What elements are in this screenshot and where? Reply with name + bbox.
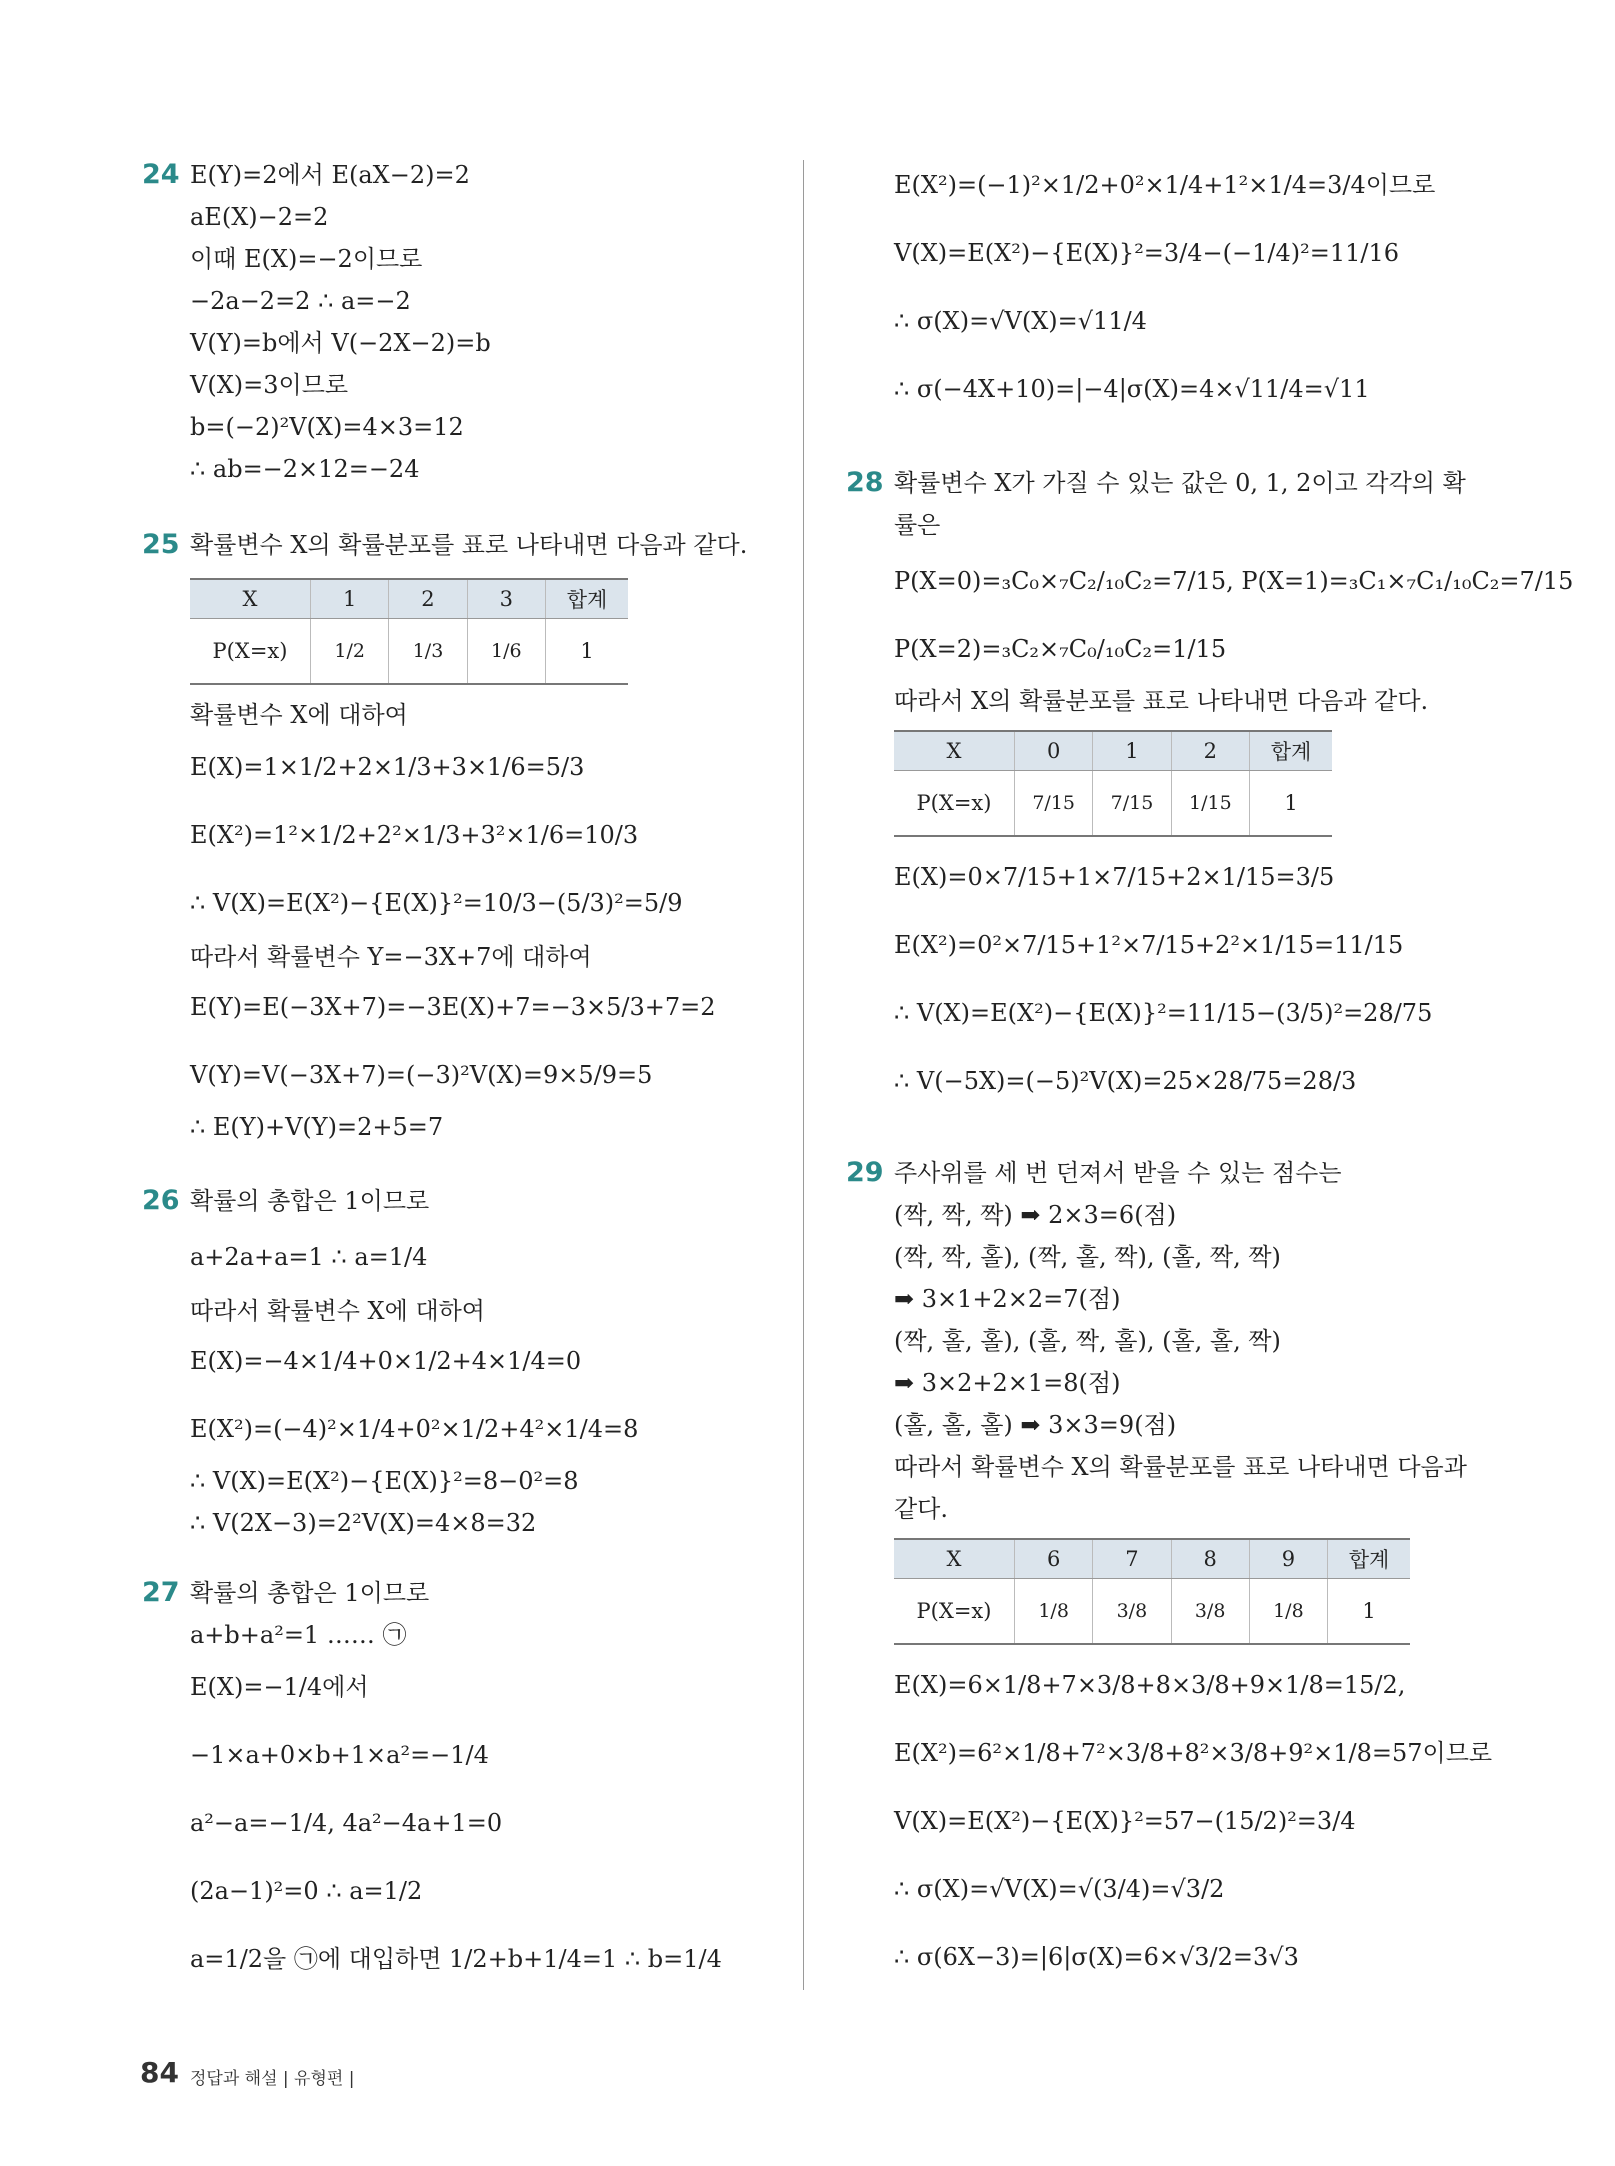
p28-after-3: ∴ V(X)=E(X²)−{E(X)}²=11/15−(3/5)²=28/75 — [894, 999, 1433, 1027]
table-header-cell: 8 — [1171, 1539, 1249, 1579]
p28-line-5: 따라서 X의 확률분포를 표로 나타내면 다음과 같다. — [894, 687, 1429, 715]
table-header-cell: 2 — [389, 579, 467, 619]
p29-after-2: E(X²)=6²×1/8+7²×3/8+8²×3/8+9²×1/8=57이므로 — [894, 1739, 1493, 1767]
table-header-cell: 합계 — [546, 579, 629, 619]
p29-line-2: (짝, 짝, 짝) ➡ 2×3=6(점) — [894, 1201, 1177, 1229]
p28-after-1: E(X)=0×7/15+1×7/15+2×1/15=3/5 — [894, 863, 1335, 891]
table-header-cell: 2 — [1171, 731, 1249, 771]
p24-line-6: V(X)=3이므로 — [190, 371, 349, 399]
p29-line-8: 따라서 확률변수 X의 확률분포를 표로 나타내면 다음과 — [894, 1453, 1467, 1481]
table-cell: 1/6 — [467, 619, 545, 685]
p26-line-1: 확률의 총합은 1이므로 — [190, 1187, 430, 1215]
problem-number-28: 28 — [846, 467, 884, 498]
p28-line-2: 률은 — [894, 511, 941, 539]
table-cell: 3/8 — [1093, 1579, 1171, 1645]
table-cell: 1/2 — [311, 619, 389, 685]
table-cell: 1 — [1328, 1579, 1411, 1645]
p28-line-1: 확률변수 X가 가질 수 있는 값은 0, 1, 2이고 각각의 확 — [894, 469, 1466, 497]
table-cell: 7/15 — [1093, 771, 1171, 837]
p25-line-6: E(Y)=E(−3X+7)=−3E(X)+7=−3×5/3+7=2 — [190, 993, 716, 1021]
problem-number-25: 25 — [142, 529, 180, 560]
p25-line-2: E(X)=1×1/2+2×1/3+3×1/6=5/3 — [190, 753, 585, 781]
table-header-cell: X — [190, 579, 311, 619]
table-header-cell: 1 — [1093, 731, 1171, 771]
table-header-cell: 0 — [1015, 731, 1093, 771]
p29-line-5: (짝, 홀, 홀), (홀, 짝, 홀), (홀, 홀, 짝) — [894, 1327, 1281, 1355]
p28-line-3: P(X=0)=₃C₀×₇C₂/₁₀C₂=7/15, P(X=1)=₃C₁×₇C₁/₁₀C₂=7/15 — [894, 567, 1574, 595]
table-header-cell: 3 — [467, 579, 545, 619]
table-cell: 7/15 — [1015, 771, 1093, 837]
p26-line-3: 따라서 확률변수 X에 대하여 — [190, 1297, 485, 1325]
p27-cont-line-3: ∴ σ(X)=√V(X)=√11/4 — [894, 307, 1147, 335]
p27-line-1: 확률의 총합은 1이므로 — [190, 1579, 430, 1607]
p25-line-8: ∴ E(Y)+V(Y)=2+5=7 — [190, 1113, 444, 1141]
problem-number-29: 29 — [846, 1157, 884, 1188]
p27-cont-line-2: V(X)=E(X²)−{E(X)}²=3/4−(−1/4)²=11/16 — [894, 239, 1400, 267]
page-number: 84 — [140, 2056, 179, 2089]
p27-line-7: a=1/2을 ㉠에 대입하면 1/2+b+1/4=1 ∴ b=1/4 — [190, 1945, 722, 1973]
table-header-cell: 9 — [1249, 1539, 1327, 1579]
p25-probability-table — [190, 578, 628, 685]
p29-probability-table — [894, 1538, 1410, 1645]
p29-after-3: V(X)=E(X²)−{E(X)}²=57−(15/2)²=3/4 — [894, 1807, 1356, 1835]
p29-after-5: ∴ σ(6X−3)=|6|σ(X)=6×√3/2=3√3 — [894, 1943, 1299, 1971]
table-header-cell: 6 — [1015, 1539, 1093, 1579]
p28-probability-table — [894, 730, 1332, 837]
table-row-label: P(X=x) — [894, 771, 1015, 837]
p27-line-4: −1×a+0×b+1×a²=−1/4 — [190, 1741, 489, 1769]
p25-intro: 확률변수 X의 확률분포를 표로 나타내면 다음과 같다. — [190, 531, 748, 559]
problem-number-27: 27 — [142, 1577, 180, 1608]
p27-cont-line-1: E(X²)=(−1)²×1/2+0²×1/4+1²×1/4=3/4이므로 — [894, 171, 1436, 199]
p27-line-5: a²−a=−1/4, 4a²−4a+1=0 — [190, 1809, 503, 1837]
p29-line-7: (홀, 홀, 홀) ➡ 3×3=9(점) — [894, 1411, 1177, 1439]
p24-line-3: 이때 E(X)=−2이므로 — [190, 245, 423, 273]
table-cell: 3/8 — [1171, 1579, 1249, 1645]
footer-text: 정답과 해설 | 유형편 | — [190, 2069, 355, 2089]
p24-line-8: ∴ ab=−2×12=−24 — [190, 455, 420, 483]
p27-line-6: (2a−1)²=0 ∴ a=1/2 — [190, 1877, 423, 1905]
p24-line-4: −2a−2=2 ∴ a=−2 — [190, 287, 411, 315]
table-cell: 1/15 — [1171, 771, 1249, 837]
table-header-cell: 합계 — [1328, 1539, 1411, 1579]
p29-line-6: ➡ 3×2+2×1=8(점) — [894, 1369, 1121, 1397]
p25-line-1: 확률변수 X에 대하여 — [190, 701, 408, 729]
p26-line-5: E(X²)=(−4)²×1/4+0²×1/2+4²×1/4=8 — [190, 1415, 639, 1443]
p26-line-7: ∴ V(2X−3)=2²V(X)=4×8=32 — [190, 1509, 537, 1537]
p29-after-1: E(X)=6×1/8+7×3/8+8×3/8+9×1/8=15/2, — [894, 1671, 1406, 1699]
table-row-label: P(X=x) — [190, 619, 311, 685]
problem-number-24: 24 — [142, 159, 180, 190]
p29-line-1: 주사위를 세 번 던져서 받을 수 있는 점수는 — [894, 1159, 1342, 1187]
p29-line-4: ➡ 3×1+2×2=7(점) — [894, 1285, 1121, 1313]
p24-line-5: V(Y)=b에서 V(−2X−2)=b — [190, 329, 491, 357]
table-cell: 1 — [1250, 771, 1333, 837]
problem-number-26: 26 — [142, 1185, 180, 1216]
p25-line-5: 따라서 확률변수 Y=−3X+7에 대하여 — [190, 943, 592, 971]
p26-line-4: E(X)=−4×1/4+0×1/2+4×1/4=0 — [190, 1347, 582, 1375]
p27-line-3: E(X)=−1/4에서 — [190, 1673, 369, 1701]
p29-line-9: 같다. — [894, 1495, 948, 1523]
table-header-cell: X — [894, 1539, 1015, 1579]
table-header-cell: 1 — [311, 579, 389, 619]
p27-line-2: a+b+a²=1 …… ㉠ — [190, 1621, 407, 1649]
p28-after-4: ∴ V(−5X)=(−5)²V(X)=25×28/75=28/3 — [894, 1067, 1357, 1095]
p28-after-2: E(X²)=0²×7/15+1²×7/15+2²×1/15=11/15 — [894, 931, 1404, 959]
p26-line-6: ∴ V(X)=E(X²)−{E(X)}²=8−0²=8 — [190, 1467, 579, 1495]
p28-line-4: P(X=2)=₃C₂×₇C₀/₁₀C₂=1/15 — [894, 635, 1227, 663]
table-row-label: P(X=x) — [894, 1579, 1015, 1645]
p24-line-7: b=(−2)²V(X)=4×3=12 — [190, 413, 464, 441]
p27-cont-line-4: ∴ σ(−4X+10)=|−4|σ(X)=4×√11/4=√11 — [894, 375, 1370, 403]
p25-line-3: E(X²)=1²×1/2+2²×1/3+3²×1/6=10/3 — [190, 821, 639, 849]
table-header-cell: 합계 — [1250, 731, 1333, 771]
p24-line-2: aE(X)−2=2 — [190, 203, 329, 231]
p25-line-4: ∴ V(X)=E(X²)−{E(X)}²=10/3−(5/3)²=5/9 — [190, 889, 683, 917]
p24-line-1: E(Y)=2에서 E(aX−2)=2 — [190, 161, 470, 189]
table-cell: 1/8 — [1249, 1579, 1327, 1645]
table-header-cell: 7 — [1093, 1539, 1171, 1579]
table-header-cell: X — [894, 731, 1015, 771]
p26-line-2: a+2a+a=1 ∴ a=1/4 — [190, 1243, 428, 1271]
p29-line-3: (짝, 짝, 홀), (짝, 홀, 짝), (홀, 짝, 짝) — [894, 1243, 1281, 1271]
table-cell: 1/8 — [1015, 1579, 1093, 1645]
p29-after-4: ∴ σ(X)=√V(X)=√(3/4)=√3/2 — [894, 1875, 1225, 1903]
column-divider — [803, 160, 804, 1990]
p25-line-7: V(Y)=V(−3X+7)=(−3)²V(X)=9×5/9=5 — [190, 1061, 653, 1089]
table-cell: 1/3 — [389, 619, 467, 685]
table-cell: 1 — [546, 619, 629, 685]
